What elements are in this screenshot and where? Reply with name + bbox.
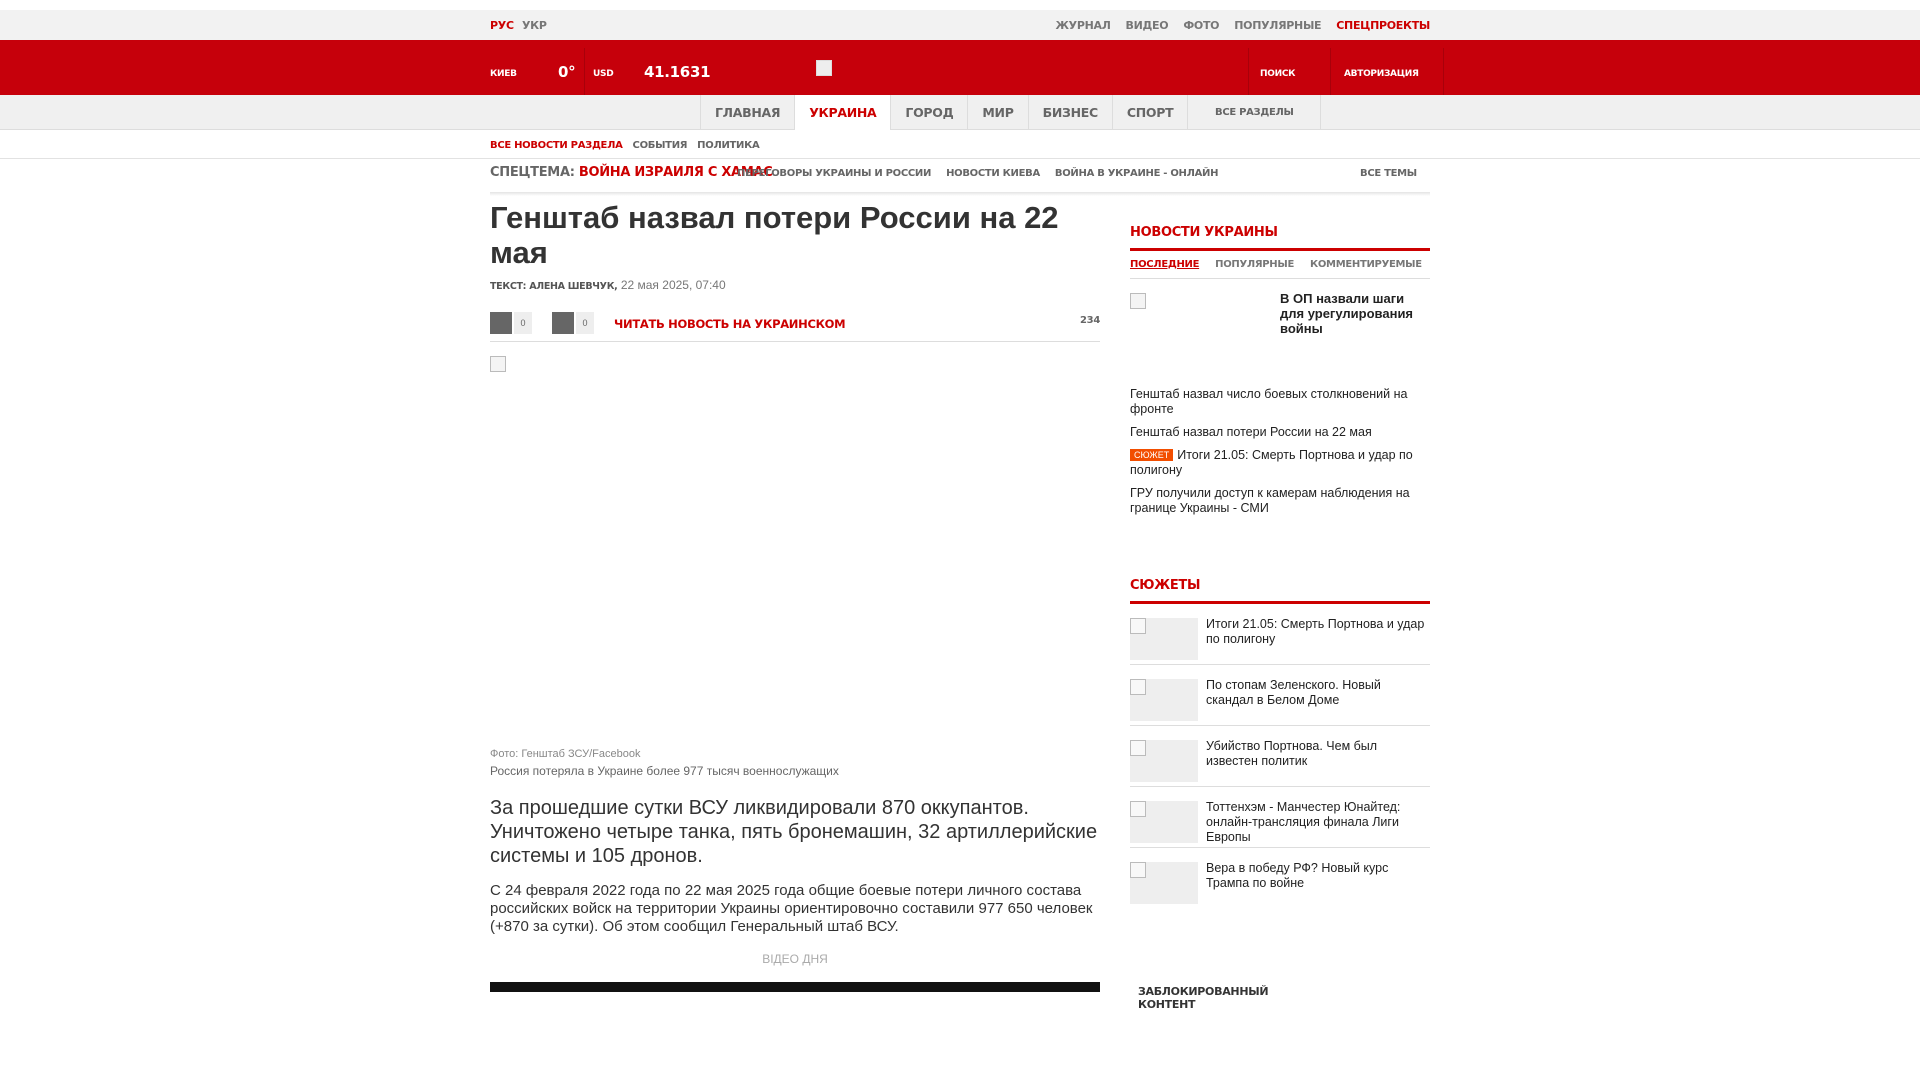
views-count: 234 [1080,315,1100,326]
special-theme-link[interactable]: ВОЙНА ИЗРАИЛЯ С ХАМАС [578,165,773,180]
special-theme-prefix: СПЕЦТЕМА: [490,165,575,180]
subnav-politics[interactable]: ПОЛИТИКА [697,140,760,151]
article-title: Генштаб назвал потери России на 22 мая [490,200,1059,270]
theme-link-negotiations[interactable]: ПЕРЕГОВОРЫ УКРАИНЫ И РОССИИ [737,168,932,179]
article-meta [490,278,1100,298]
header-divider [1443,48,1444,95]
share-button-1[interactable] [490,312,535,334]
theme-link-war-online[interactable]: ВОЙНА В УКРАИНЕ - ОНЛАЙН [1054,168,1219,179]
site-logo[interactable] [816,60,832,76]
top-news-item[interactable] [1130,279,1430,387]
news-tab-popular[interactable]: ПОПУЛЯРНЫЕ [1215,259,1294,270]
story-badge: СЮЖЕТ [1130,449,1173,461]
top-link-photo[interactable]: ФОТО [1183,19,1220,32]
login-button[interactable]: АВТОРИЗАЦИЯ [1344,69,1419,79]
share-icon[interactable] [552,312,574,334]
top-link-video[interactable]: ВИДЕО [1125,19,1169,32]
header-divider [584,48,585,95]
subnav-all-news[interactable]: ВСЕ НОВОСТИ РАЗДЕЛА [490,140,623,151]
currency-label: USD [593,69,614,79]
broken-image-icon [1130,801,1146,817]
broken-image-icon [1130,740,1146,756]
article-lead: За прошедшие сутки ВСУ ликвидировали 870 оккупантов. Уничтожено четыре танка, пять бронемашин, 32 артиллерийские системы и 105 дронов. [490,797,1098,867]
news-item[interactable]: ГРУ получили доступ к камерам наблюдения на границе Украины - СМИ [1130,486,1410,515]
city-label[interactable]: КИЕВ [490,69,517,79]
special-theme-label [490,165,772,180]
news-tab-latest[interactable]: ПОСЛЕДНИЕ [1130,259,1200,270]
news-item[interactable] [1130,448,1430,478]
broken-image-icon [490,356,506,372]
header-divider [1330,48,1331,95]
article-actions [490,308,1100,342]
sidebar-cut-text: ЗАБЛОКИРОВАННЫЙ КОНТЕНТ [1138,985,1269,1011]
news-section-title[interactable]: НОВОСТИ УКРАИНЫ [1130,225,1430,251]
search-button[interactable]: ПОИСК [1260,69,1296,79]
story-thumbnail[interactable] [1130,801,1198,843]
article-body: С 24 февраля 2022 года по 22 мая 2025 года общие боевые потери личного состава российских войск на территории Украины ориентировочно составили 977 650 человек (+870 за сутки). Об этом сообщил Генеральный штаб ВСУ. [490,882,1093,935]
broken-image-icon [1130,679,1146,695]
read-in-ukrainian-link[interactable]: ЧИТАТЬ НОВОСТЬ НА УКРАИНСКОМ [614,317,846,331]
top-links [1055,19,1430,32]
tab-all-sections[interactable]: ВСЕ РАЗДЕЛЫ [1187,95,1321,130]
story-item[interactable] [1130,665,1430,726]
video-of-day-label: ВІДЕО ДНЯ [762,952,828,966]
story-item[interactable] [1130,604,1430,665]
article-author[interactable]: ТЕКСТ: АЛЕНА ШЕВЧУК, [490,281,618,292]
share-icon[interactable] [490,312,512,334]
story-thumbnail[interactable] [1130,618,1198,660]
news-tab-commented[interactable]: КОММЕНТИРУЕМЫЕ [1309,259,1422,270]
story-thumbnail[interactable] [1130,740,1198,782]
top-link-journal[interactable]: ЖУРНАЛ [1055,19,1111,32]
story-title[interactable]: Вера в победу РФ? Новый курс Трампа по войне [1206,861,1389,890]
temperature: 0° [558,63,576,81]
tab-business[interactable]: БИЗНЕС [1028,95,1112,130]
top-link-special[interactable]: СПЕЦПРОЕКТЫ [1336,19,1430,32]
article [490,200,1100,966]
top-bar [0,10,1920,40]
photo-caption: Россия потеряла в Украине более 977 тысяч военнослужащих [490,764,839,778]
special-themes-bar [490,160,1430,192]
stories-section-title[interactable]: СЮЖЕТЫ [1130,578,1430,604]
themes-shadow [490,192,1430,196]
tab-city[interactable]: ГОРОД [890,95,967,130]
story-title[interactable]: Итоги 21.05: Смерть Портнова и удар по полигону [1206,617,1425,646]
broken-image-icon [1130,293,1146,309]
broken-image-icon [1130,618,1146,634]
share-button-2[interactable] [552,312,597,334]
currency-rate: 41.1631 [644,63,711,81]
news-item[interactable]: Генштаб назвал число боевых столкновений на фронте [1130,387,1408,416]
story-title[interactable]: По стопам Зеленского. Новый скандал в Белом Доме [1206,678,1381,707]
article-photo [490,356,1100,746]
main-nav [0,95,1920,130]
story-title[interactable]: Тоттенхэм - Манчестер Юнайтед: онлайн-трансляция финала Лиги Европы [1206,800,1401,844]
tab-main[interactable]: ГЛАВНАЯ [700,95,794,130]
story-thumbnail[interactable] [1130,862,1198,904]
video-player[interactable] [490,982,1100,992]
top-link-popular[interactable]: ПОПУЛЯРНЫЕ [1234,19,1322,32]
tab-ukraine[interactable]: УКРАИНА [794,95,890,130]
tab-world[interactable]: МИР [967,95,1027,130]
share-count: 0 [576,312,594,334]
news-tabs [1130,259,1430,279]
sidebar-stories [1130,578,1430,909]
news-item[interactable]: Генштаб назвал потери России на 22 мая [1130,425,1372,439]
sub-nav [0,131,1920,159]
broken-image-icon [1130,862,1146,878]
story-item[interactable] [1130,787,1430,848]
all-themes-link[interactable]: ВСЕ ТЕМЫ [1360,168,1417,179]
news-item-text[interactable]: Итоги 21.05: Смерть Портнова и удар по полигону [1130,448,1413,477]
header-divider [1248,48,1249,95]
top-news-title[interactable]: В ОП назвали шаги для урегулирования войны [1280,291,1414,336]
sidebar-news [1130,225,1430,524]
story-item[interactable] [1130,848,1430,909]
lang-ru-link[interactable]: РУС [490,19,514,32]
story-thumbnail[interactable] [1130,679,1198,721]
story-item[interactable] [1130,726,1430,787]
tab-sport[interactable]: СПОРТ [1112,95,1187,130]
subnav-events[interactable]: СОБЫТИЯ [632,140,688,151]
theme-link-kyiv-news[interactable]: НОВОСТИ КИЕВА [946,168,1040,179]
lang-uk-link[interactable]: УКР [522,19,547,32]
header-bar [0,40,1920,95]
story-title[interactable]: Убийство Портнова. Чем был известен политик [1206,739,1378,768]
share-count: 0 [514,312,532,334]
news-list [1130,387,1430,516]
article-date: 22 мая 2025, 07:40 [620,278,726,292]
photo-credit: Фото: Генштаб ЗСУ/Facebook [490,748,641,760]
